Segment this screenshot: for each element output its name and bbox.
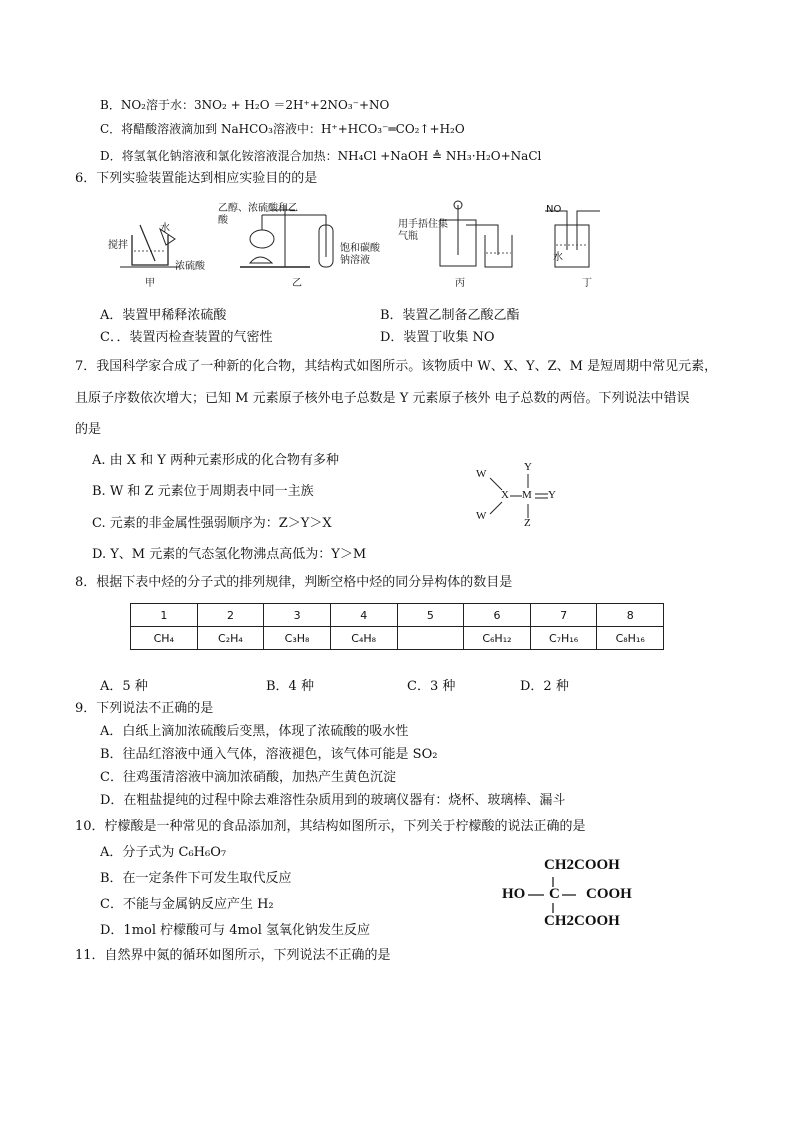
struct-y2: Y <box>548 489 556 501</box>
label-saturated: 饱和碳酸钠溶液 <box>340 243 380 266</box>
formula-cell: C₆H₁₂ <box>464 627 531 650</box>
citric-center-carbon: C <box>549 886 560 902</box>
q6-option-c: C．．装置丙检查装置的气密性 <box>100 330 273 345</box>
q10-option-c: C．不能与金属钠反应产生 H₂ <box>100 897 274 912</box>
q7-stem-line3: 的是 <box>75 422 102 437</box>
label-water: 水 <box>160 223 170 234</box>
q7-stem-line2: 且原子序数依次增大；已知 M 元素原子核外电子总数是 Y 元素原子核外 电子总数的两倍。下列说法中错误 <box>75 391 690 406</box>
q10-option-a: A．分子式为 C₆H₆O₇ <box>100 845 227 860</box>
q7-option-b: B. W 和 Z 元素位于周期表中同一主族 <box>92 484 314 499</box>
q8-option-d: D．2 种 <box>520 679 569 694</box>
header-cell: 4 <box>330 604 397 627</box>
formula-cell: C₇H₁₆ <box>530 627 597 650</box>
q7-option-c: C. 元素的非金属性强弱顺序为：Z＞Y＞X <box>92 516 332 531</box>
q10-option-d: D．1mol 柠檬酸可与 4mol 氢氧化钠发生反应 <box>100 923 370 938</box>
q8-option-a: A．5 种 <box>100 679 148 694</box>
q6-option-a: A．装置甲稀释浓硫酸 <box>100 308 227 323</box>
apparatus-bing <box>440 201 512 267</box>
q7-option-a: A. 由 X 和 Y 两种元素形成的化合物有多种 <box>92 453 340 468</box>
q5-option-d: D．将氢氧化钠溶液和氯化铵溶液混合加热：NH₄Cl +NaOH ≜ NH₃·H₂O+NaCl <box>100 149 542 163</box>
q8-hydrocarbon-table <box>130 603 664 650</box>
q10-stem: 10．柠檬酸是一种常见的食品添加剂，其结构如图所示，下列关于柠檬酸的说法正确的是 <box>75 819 586 834</box>
apparatus-jia <box>120 225 180 267</box>
citric-hydroxyl: HO <box>502 886 526 902</box>
header-cell: 5 <box>397 604 464 627</box>
formula-cell: C₂H₄ <box>197 627 264 650</box>
q5-option-c: C．将醋酸溶液滴加到 NaHCO₃溶液中：H⁺+HCO₃⁻═CO₂↑+H₂O <box>100 122 465 136</box>
label-jia: 甲 <box>145 278 155 289</box>
q11-stem: 11．自然界中氮的循环如图所示，下列说法不正确的是 <box>75 948 391 963</box>
citric-bottom-group: CH2COOH <box>544 913 620 929</box>
formula-cell <box>397 627 464 650</box>
struct-y1: Y <box>524 461 532 473</box>
label-hand: 用手捂住集气瓶 <box>398 219 448 242</box>
struct-m: M <box>522 489 532 501</box>
q6-option-d: D．装置丁收集 NO <box>380 330 495 345</box>
q9-option-b: B．往品红溶液中通入气体，溶液褪色，该气体可能是 SO₂ <box>100 747 438 762</box>
q9-option-c: C．往鸡蛋清溶液中滴加浓硝酸，加热产生黄色沉淀 <box>100 770 396 785</box>
citric-top-group: CH2COOH <box>544 857 620 873</box>
q7-stem-line1: 7．我国科学家合成了一种新的化合物，其结构式如图所示。该物质中 W、X、Y、Z、M 是短周期中常见元素， <box>75 359 718 374</box>
header-cell: 3 <box>264 604 331 627</box>
header-cell: 8 <box>597 604 664 627</box>
label-reactants: 乙醇、浓硫酸和乙酸 <box>218 203 298 226</box>
label-bing: 丙 <box>455 278 465 289</box>
q6-stem: 6．下列实验装置能达到相应实验目的的是 <box>75 171 318 186</box>
label-no: NO <box>546 204 562 215</box>
label-conc-acid: 浓硫酸 <box>175 261 205 272</box>
label-stir: 搅拌 <box>108 240 128 251</box>
header-cell: 2 <box>197 604 264 627</box>
q10-option-b: B．在一定条件下可发生取代反应 <box>100 871 292 886</box>
struct-w2: W <box>476 510 487 522</box>
header-cell: 7 <box>530 604 597 627</box>
formula-cell: CH₄ <box>131 627 198 650</box>
struct-x: X <box>501 489 509 501</box>
q8-option-c: C．3 种 <box>407 679 456 694</box>
table-row <box>131 627 664 650</box>
formula-cell: C₈H₁₆ <box>597 627 664 650</box>
label-water2: 水 <box>553 252 563 263</box>
formula-cell: C₄H₈ <box>330 627 397 650</box>
q9-option-a: A．白纸上滴加浓硫酸后变黑，体现了浓硫酸的吸水性 <box>100 724 409 739</box>
struct-z: Z <box>524 517 531 529</box>
header-cell: 6 <box>464 604 531 627</box>
q8-option-b: B．4 种 <box>266 679 314 694</box>
header-cell: 1 <box>131 604 198 627</box>
citric-right-group: COOH <box>586 886 632 902</box>
table-header-row <box>131 604 664 627</box>
struct-w1: W <box>476 468 487 480</box>
q8-stem: 8．根据下表中烃的分子式的排列规律，判断空格中烃的同分异构体的数目是 <box>75 575 513 590</box>
q9-option-d: D．在粗盐提纯的过程中除去难溶性杂质用到的玻璃仪器有：烧杯、玻璃棒、漏斗 <box>100 793 566 808</box>
label-yi: 乙 <box>292 278 302 289</box>
label-ding: 丁 <box>582 278 592 289</box>
formula-cell: C₃H₈ <box>264 627 331 650</box>
q9-stem: 9．下列说法不正确的是 <box>75 701 214 716</box>
q5-option-b: B．NO₂溶于水：3NO₂ + H₂O ＝2H⁺+2NO₃⁻+NO <box>100 98 390 112</box>
q6-option-b: B．装置乙制备乙酸乙酯 <box>380 308 520 323</box>
q7-option-d: D. Y、M 元素的气态氢化物沸点高低为：Y＞M <box>92 547 367 562</box>
